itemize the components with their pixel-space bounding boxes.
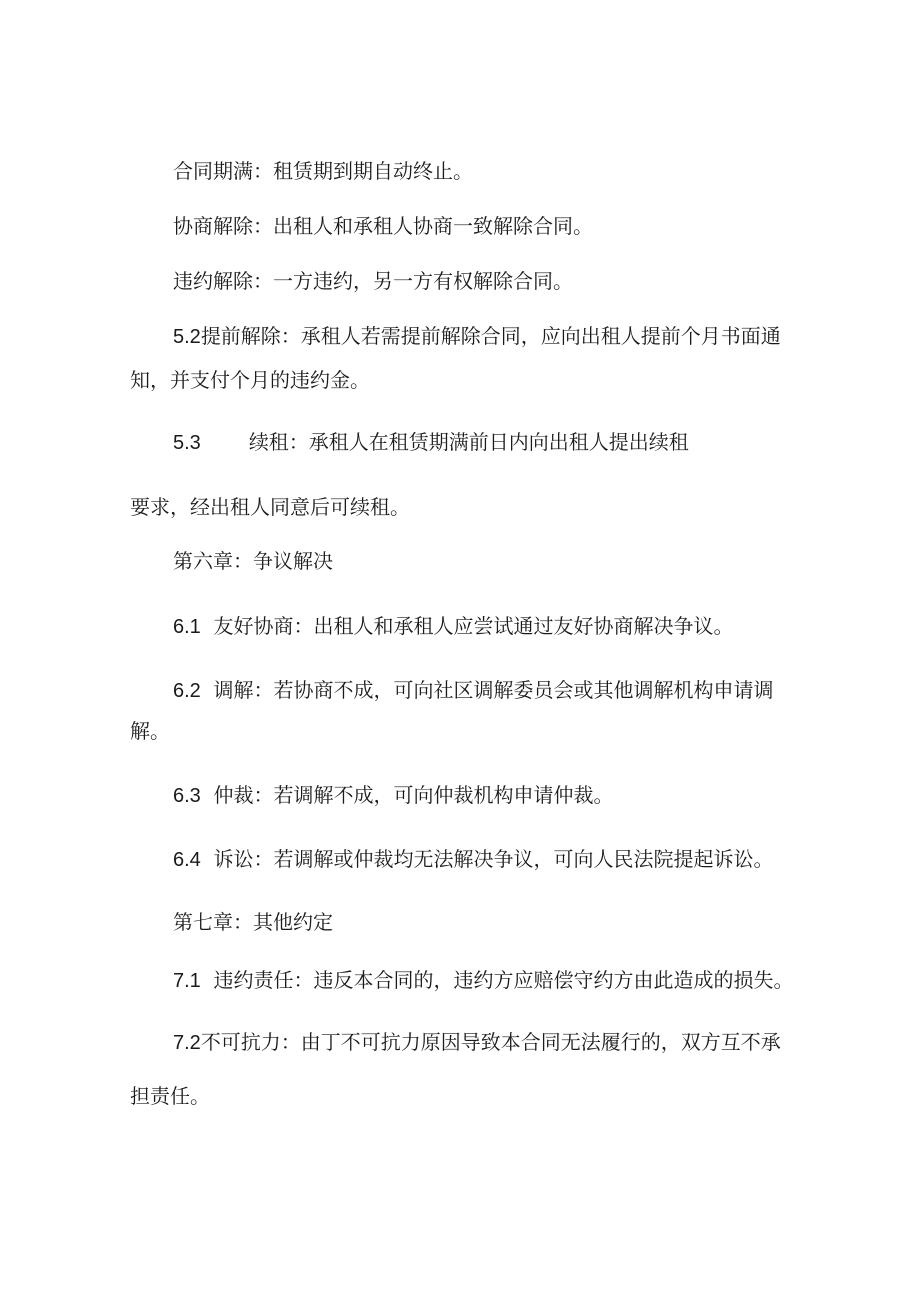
clause-6-2-text-line1: 调解：若协商不成，可向社区调解委员会或其他调解机构申请调	[213, 678, 774, 702]
clause-6-1	[173, 613, 734, 640]
clause-5-3	[173, 429, 689, 456]
termination-breach: 违约解除：一方违约，另一方有权解除合同。	[173, 269, 573, 293]
clause-6-2-number: 6.2	[173, 680, 201, 702]
clause-5-3-text-line1: 续租：承租人在租赁期满前日内向出租人提出续租	[248, 430, 689, 454]
clause-5-2-text-line1: 提前解除：承租人若需提前解除合同，应向出租人提前个月书面通	[200, 324, 781, 348]
clause-6-4	[173, 846, 774, 873]
clause-7-1-text: 违约责任：违反本合同的，违约方应赔偿守约方由此造成的损失。	[213, 968, 794, 992]
clause-5-2-continuation: 知，并支付个月的违约金。	[130, 368, 370, 392]
clause-7-2-number: 7.2	[173, 1032, 201, 1054]
clause-6-3	[173, 782, 614, 809]
clause-7-2-text-line1: 不可抗力：由丁不可抗力原因导致本合同无法履行的，双方互不承	[200, 1030, 781, 1054]
clause-5-2-number: 5.2	[173, 326, 201, 348]
clause-7-2-continuation: 担责任。	[130, 1084, 210, 1108]
clause-6-4-number: 6.4	[173, 849, 201, 871]
clause-6-1-text: 友好协商：出租人和承租人应尝试通过友好协商解决争议。	[213, 614, 734, 638]
clause-6-3-text: 仲裁：若调解不成，可向仲裁机构申请仲裁。	[213, 783, 614, 807]
clause-6-1-number: 6.1	[173, 616, 201, 638]
clause-5-2	[173, 323, 781, 350]
clause-5-3-continuation: 要求，经出租人同意后可续租。	[130, 495, 410, 519]
clause-6-4-text: 诉讼：若调解或仲裁均无法解决争议，可向人民法院提起诉讼。	[213, 847, 774, 871]
clause-7-2	[173, 1029, 781, 1056]
termination-mutual: 协商解除：出租人和承租人协商一致解除合同。	[173, 214, 593, 238]
clause-5-3-number: 5.3	[173, 432, 201, 454]
clause-7-1-number: 7.1	[173, 970, 201, 992]
chapter-7-title: 第七章：其他约定	[173, 910, 333, 934]
chapter-6-title: 第六章：争议解决	[173, 549, 333, 573]
clause-6-2-continuation: 解。	[130, 719, 170, 743]
termination-expiry: 合同期满：租赁期到期自动终止。	[173, 159, 473, 183]
clause-6-3-number: 6.3	[173, 785, 201, 807]
clause-6-2	[173, 677, 774, 704]
clause-7-1	[173, 967, 794, 994]
